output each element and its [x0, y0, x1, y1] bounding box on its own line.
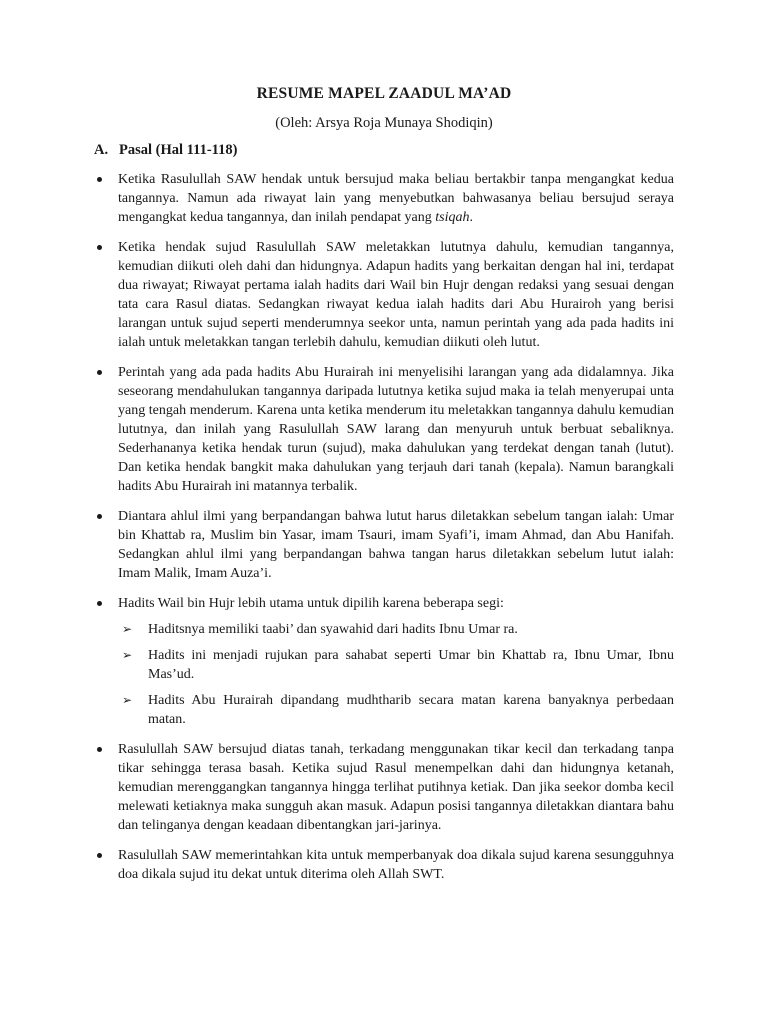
bullet-dot-icon: [97, 853, 102, 858]
list-item-text: Perintah yang ada pada hadits Abu Hurairah ini menyelisihi larangan yang ada didalamnya. Jika seseorang mendahulukan tangannya daripada lututnya ketika sujud maka ia telah menyerupai unta yang tengah menderum. Karena unta ketika menderum itu meletakkan tangannya dahulu kemudian lututnya, dan inilah yang Rasulullah SAW larang dan menyuruh untuk berbuat sebaliknya. Sederhananya ketika hendak turun (sujud), maka dahulukan yang terdekat dengan tanah (lutut). Dan ketika hendak bangkit maka dahulukan yang terjauh dari tanah (kepala). Namun barangkali hadits Abu Hurairah ini matannya terbalik.: [118, 365, 674, 494]
list-item-text: Rasulullah SAW memerintahkan kita untuk memperbanyak doa dikala sujud karena sesungguhnya doa dikala sujud itu dekat untuk diterima oleh Allah SWT.: [118, 848, 674, 882]
list-item: [94, 740, 674, 835]
list-item-text: Hadits Wail bin Hujr lebih utama untuk dipilih karena beberapa segi:: [118, 596, 504, 611]
bullet-list: [94, 170, 674, 884]
bullet-dot-icon: [97, 514, 102, 519]
list-item: [94, 594, 674, 729]
sub-list-item-text: Haditsnya memiliki taabi’ dan syawahid dari hadits Ibnu Umar ra.: [148, 622, 518, 637]
arrow-right-icon: ➢: [122, 622, 133, 636]
sub-list-item: [118, 646, 674, 684]
list-item-end: .: [469, 210, 473, 225]
sub-list-item: [118, 620, 674, 639]
sub-list-item: [118, 691, 674, 729]
bullet-dot-icon: [97, 245, 102, 250]
section-letter: A.: [94, 142, 109, 158]
bullet-dot-icon: [97, 177, 102, 182]
list-item-text: Rasulullah SAW bersujud diatas tanah, terkadang menggunakan tikar kecil dan terkadang tanpa tikar sehingga terasa basah. Ketika sujud Rasul menempelkan dahi dan hidungnya ketanah, kemudian merenggangkan tangannya hingga terlihat putihnya ketiak. Dan jika seekor domba kecil melewati ketiaknya maka sungguh akan masuk. Adapun posisi tangannya diletakkan diantara bahu dan telinganya dengan keadaan dibentangkan jari-jarinya.: [118, 742, 674, 833]
section-heading: [94, 141, 674, 160]
list-item: [94, 238, 674, 352]
list-item: [94, 507, 674, 583]
sub-list-item-text: Hadits Abu Hurairah dipandang mudhtharib secara matan karena banyaknya perbedaan matan.: [148, 693, 674, 727]
list-item-text: Diantara ahlul ilmi yang berpandangan bahwa lutut harus diletakkan sebelum tangan ialah: Umar bin Khattab ra, Muslim bin Yasar, imam Tsauri, imam Syafi’i, imam Ahmad, dan Abu Hanifah. Sedangkan ahlul ilmi yang berpandangan bahwa tangan harus diletakkan sebelum lutut ialah: Imam Malik, Imam Auza’i.: [118, 509, 674, 581]
list-item: [94, 846, 674, 884]
section-title: Pasal (Hal 111-118): [119, 142, 238, 158]
arrow-right-icon: ➢: [122, 648, 133, 662]
document-title: RESUME MAPEL ZAADUL MA’AD: [256, 85, 512, 102]
document-author: (Oleh: Arsya Roja Munaya Shodiqin): [275, 115, 493, 131]
list-item-text: Ketika Rasulullah SAW hendak untuk bersujud maka beliau bertakbir tanpa mengangkat kedua tangannya. Namun ada riwayat lain yang menyebutkan bahwasanya beliau bersujud seraya mengangkat kedua tangannya, dan inilah pendapat yang: [118, 172, 674, 225]
sub-list: [118, 620, 674, 729]
arrow-right-icon: ➢: [122, 693, 133, 707]
sub-list-item-text: Hadits ini menjadi rujukan para sahabat seperti Umar bin Khattab ra, Ibnu Umar, Ibnu Mas’ud.: [148, 648, 674, 682]
bullet-dot-icon: [97, 601, 102, 606]
bullet-dot-icon: [97, 370, 102, 375]
list-item-text: Ketika hendak sujud Rasulullah SAW meletakkan lututnya dahulu, kemudian tangannya, kemudian diikuti oleh dahi dan hidungnya. Adapun hadits yang berkaitan dengan hal ini, terdapat dua riwayat; Riwayat pertama ialah hadits dari Wail bin Hujr dengan redaksi yang sesuai dengan tata cara Rasul diatas. Sedangkan riwayat kedua ialah hadits dari Abu Hurairoh yang berisi larangan untuk sujud seperti menderumnya seekor unta, namun perintah yang ada pada hadits ini ialah untuk meletakkan tangan terlebih dahulu, kemudian diikuti oleh lutut.: [118, 240, 674, 350]
bullet-dot-icon: [97, 747, 102, 752]
list-item: [94, 170, 674, 227]
italic-term: tsiqah: [435, 210, 470, 225]
list-item: [94, 363, 674, 496]
